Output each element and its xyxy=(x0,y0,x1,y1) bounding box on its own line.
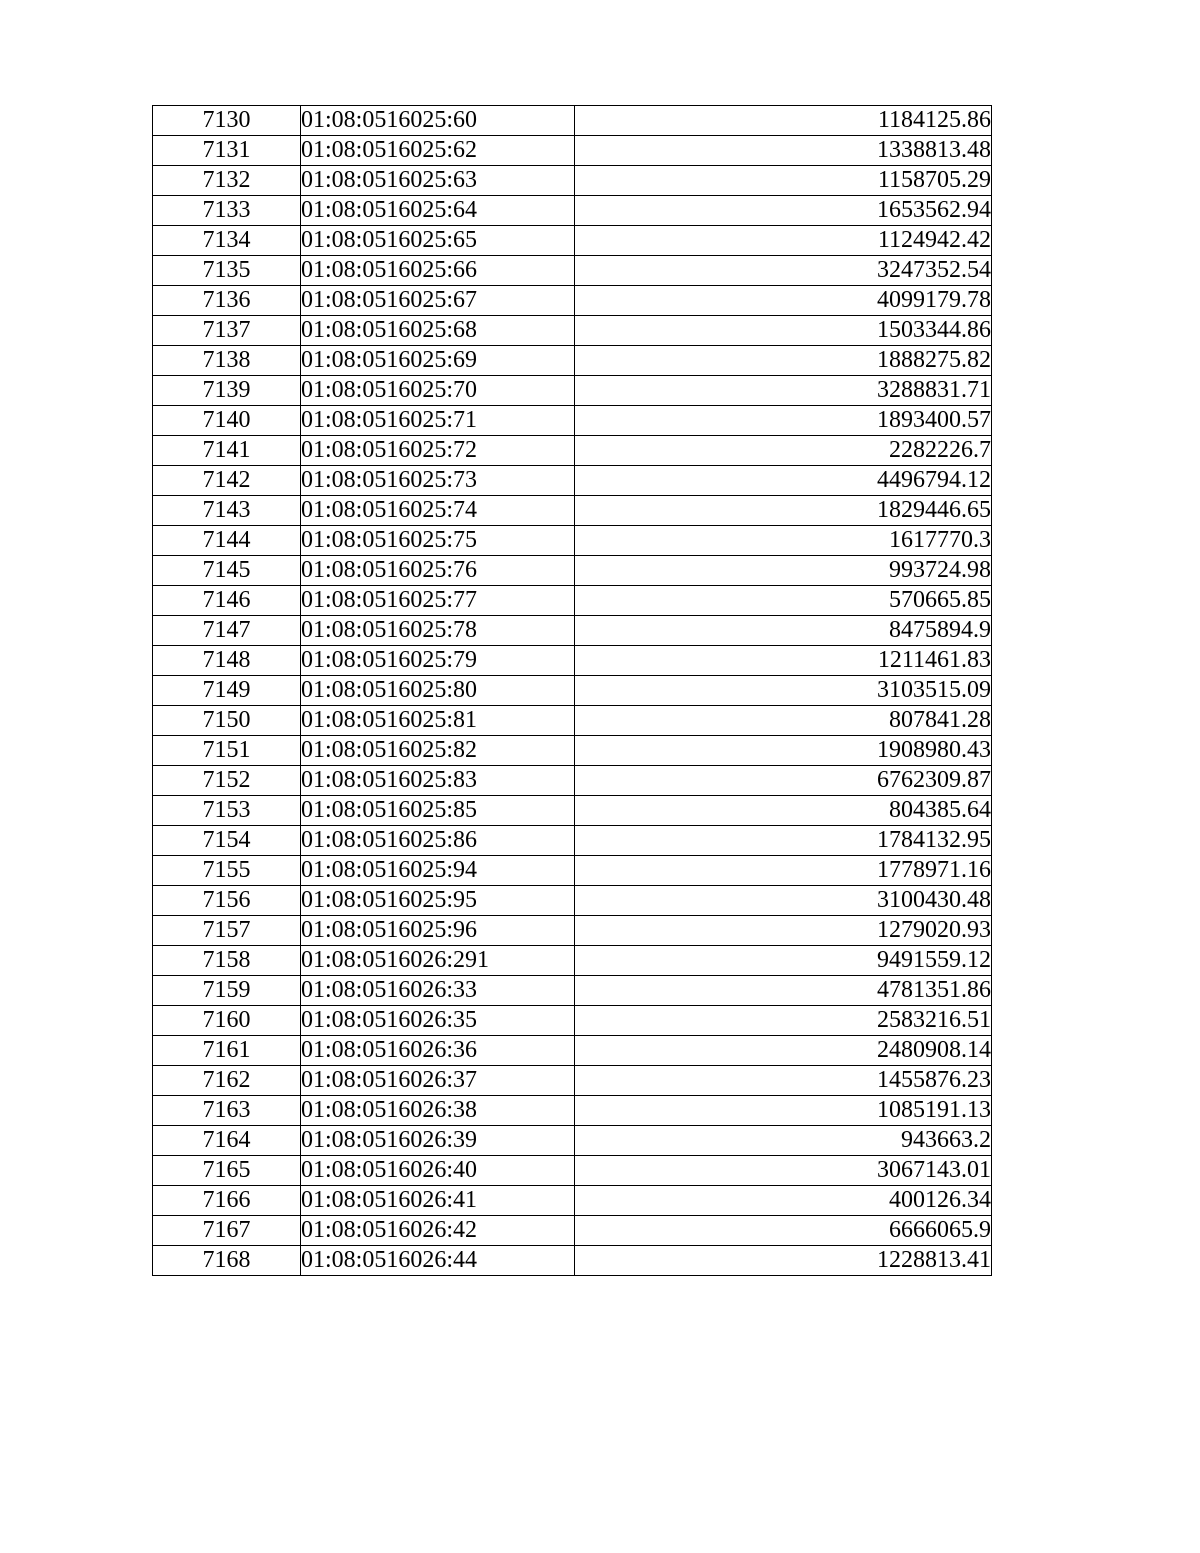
table-row xyxy=(153,976,992,1006)
cadastral-value-cell: 1617770.3 xyxy=(575,526,992,556)
cadastral-number-cell: 01:08:0516025:82 xyxy=(301,736,575,766)
row-number-cell: 7165 xyxy=(153,1156,301,1186)
row-number-cell: 7160 xyxy=(153,1006,301,1036)
cadastral-value-cell: 1653562.94 xyxy=(575,196,992,226)
row-number-cell: 7163 xyxy=(153,1096,301,1126)
cadastral-value-cell: 3247352.54 xyxy=(575,256,992,286)
cadastral-number-cell: 01:08:0516025:73 xyxy=(301,466,575,496)
table-row xyxy=(153,166,992,196)
cadastral-value-cell: 8475894.9 xyxy=(575,616,992,646)
table-row xyxy=(153,106,992,136)
row-number-cell: 7132 xyxy=(153,166,301,196)
row-number-cell: 7164 xyxy=(153,1126,301,1156)
cadastral-value-cell: 4099179.78 xyxy=(575,286,992,316)
row-number-cell: 7137 xyxy=(153,316,301,346)
row-number-cell: 7158 xyxy=(153,946,301,976)
row-number-cell: 7133 xyxy=(153,196,301,226)
cadastral-number-cell: 01:08:0516026:44 xyxy=(301,1246,575,1276)
table-row xyxy=(153,406,992,436)
cadastral-number-cell: 01:08:0516026:33 xyxy=(301,976,575,1006)
cadastral-number-cell: 01:08:0516025:80 xyxy=(301,676,575,706)
row-number-cell: 7131 xyxy=(153,136,301,166)
row-number-cell: 7161 xyxy=(153,1036,301,1066)
row-number-cell: 7168 xyxy=(153,1246,301,1276)
row-number-cell: 7150 xyxy=(153,706,301,736)
cadastral-value-cell: 2583216.51 xyxy=(575,1006,992,1036)
cadastral-value-cell: 400126.34 xyxy=(575,1186,992,1216)
cadastral-number-cell: 01:08:0516025:77 xyxy=(301,586,575,616)
table-row xyxy=(153,286,992,316)
row-number-cell: 7152 xyxy=(153,766,301,796)
cadastral-value-cell: 1228813.41 xyxy=(575,1246,992,1276)
cadastral-number-cell: 01:08:0516025:85 xyxy=(301,796,575,826)
row-number-cell: 7162 xyxy=(153,1066,301,1096)
table-row xyxy=(153,346,992,376)
row-number-cell: 7147 xyxy=(153,616,301,646)
cadastral-number-cell: 01:08:0516025:66 xyxy=(301,256,575,286)
cadastral-number-cell: 01:08:0516025:70 xyxy=(301,376,575,406)
cadastral-number-cell: 01:08:0516026:36 xyxy=(301,1036,575,1066)
row-number-cell: 7142 xyxy=(153,466,301,496)
cadastral-value-cell: 807841.28 xyxy=(575,706,992,736)
row-number-cell: 7151 xyxy=(153,736,301,766)
cadastral-number-cell: 01:08:0516026:42 xyxy=(301,1216,575,1246)
table-row xyxy=(153,1126,992,1156)
cadastral-number-cell: 01:08:0516025:68 xyxy=(301,316,575,346)
cadastral-value-cell: 9491559.12 xyxy=(575,946,992,976)
table-row xyxy=(153,646,992,676)
row-number-cell: 7159 xyxy=(153,976,301,1006)
table-row xyxy=(153,1066,992,1096)
row-number-cell: 7153 xyxy=(153,796,301,826)
cadastral-value-cell: 943663.2 xyxy=(575,1126,992,1156)
row-number-cell: 7156 xyxy=(153,886,301,916)
cadastral-value-cell: 1158705.29 xyxy=(575,166,992,196)
row-number-cell: 7136 xyxy=(153,286,301,316)
cadastral-value-cell: 1455876.23 xyxy=(575,1066,992,1096)
table-row xyxy=(153,436,992,466)
cadastral-number-cell: 01:08:0516025:67 xyxy=(301,286,575,316)
cadastral-number-cell: 01:08:0516025:81 xyxy=(301,706,575,736)
row-number-cell: 7140 xyxy=(153,406,301,436)
cadastral-value-cell: 3103515.09 xyxy=(575,676,992,706)
cadastral-value-cell: 1184125.86 xyxy=(575,106,992,136)
row-number-cell: 7145 xyxy=(153,556,301,586)
table-row xyxy=(153,706,992,736)
cadastral-value-cell: 1085191.13 xyxy=(575,1096,992,1126)
cadastral-value-cell: 1778971.16 xyxy=(575,856,992,886)
cadastral-value-cell: 804385.64 xyxy=(575,796,992,826)
cadastral-value-cell: 1784132.95 xyxy=(575,826,992,856)
cadastral-number-cell: 01:08:0516025:79 xyxy=(301,646,575,676)
cadastral-number-cell: 01:08:0516025:94 xyxy=(301,856,575,886)
cadastral-value-cell: 4496794.12 xyxy=(575,466,992,496)
cadastral-value-cell: 2480908.14 xyxy=(575,1036,992,1066)
table-row xyxy=(153,886,992,916)
cadastral-number-cell: 01:08:0516025:60 xyxy=(301,106,575,136)
cadastral-number-cell: 01:08:0516025:71 xyxy=(301,406,575,436)
cadastral-value-cell: 6666065.9 xyxy=(575,1216,992,1246)
cadastral-number-cell: 01:08:0516025:83 xyxy=(301,766,575,796)
table-row xyxy=(153,1216,992,1246)
table-row xyxy=(153,916,992,946)
cadastral-number-cell: 01:08:0516026:37 xyxy=(301,1066,575,1096)
row-number-cell: 7155 xyxy=(153,856,301,886)
table-row xyxy=(153,586,992,616)
cadastral-value-cell: 1503344.86 xyxy=(575,316,992,346)
cadastral-value-cell: 1888275.82 xyxy=(575,346,992,376)
table-row xyxy=(153,1246,992,1276)
table-row xyxy=(153,856,992,886)
table-row xyxy=(153,1096,992,1126)
table-row xyxy=(153,526,992,556)
table-row xyxy=(153,676,992,706)
cadastral-value-cell: 1893400.57 xyxy=(575,406,992,436)
row-number-cell: 7141 xyxy=(153,436,301,466)
table-row xyxy=(153,556,992,586)
cadastral-value-cell: 1279020.93 xyxy=(575,916,992,946)
cadastral-number-cell: 01:08:0516025:62 xyxy=(301,136,575,166)
table-row xyxy=(153,1156,992,1186)
cadastral-number-cell: 01:08:0516025:96 xyxy=(301,916,575,946)
cadastral-number-cell: 01:08:0516026:291 xyxy=(301,946,575,976)
cadastral-value-cell: 1908980.43 xyxy=(575,736,992,766)
cadastral-number-cell: 01:08:0516026:40 xyxy=(301,1156,575,1186)
table-row xyxy=(153,256,992,286)
cadastral-number-cell: 01:08:0516025:78 xyxy=(301,616,575,646)
row-number-cell: 7149 xyxy=(153,676,301,706)
cadastral-value-cell: 993724.98 xyxy=(575,556,992,586)
table-row xyxy=(153,796,992,826)
cadastral-number-cell: 01:08:0516025:76 xyxy=(301,556,575,586)
table-row xyxy=(153,496,992,526)
table-row xyxy=(153,1186,992,1216)
cadastral-number-cell: 01:08:0516025:72 xyxy=(301,436,575,466)
table-row xyxy=(153,736,992,766)
cadastral-value-cell: 570665.85 xyxy=(575,586,992,616)
cadastral-value-cell: 4781351.86 xyxy=(575,976,992,1006)
cadastral-number-cell: 01:08:0516026:39 xyxy=(301,1126,575,1156)
row-number-cell: 7138 xyxy=(153,346,301,376)
row-number-cell: 7144 xyxy=(153,526,301,556)
table-row xyxy=(153,196,992,226)
table-row xyxy=(153,316,992,346)
table-row xyxy=(153,1036,992,1066)
row-number-cell: 7154 xyxy=(153,826,301,856)
row-number-cell: 7146 xyxy=(153,586,301,616)
table-row xyxy=(153,226,992,256)
cadastral-value-table xyxy=(152,105,992,1276)
cadastral-number-cell: 01:08:0516025:95 xyxy=(301,886,575,916)
cadastral-number-cell: 01:08:0516025:86 xyxy=(301,826,575,856)
cadastral-value-cell: 3288831.71 xyxy=(575,376,992,406)
table-row xyxy=(153,826,992,856)
cadastral-number-cell: 01:08:0516025:69 xyxy=(301,346,575,376)
cadastral-value-cell: 1338813.48 xyxy=(575,136,992,166)
cadastral-number-cell: 01:08:0516025:64 xyxy=(301,196,575,226)
row-number-cell: 7130 xyxy=(153,106,301,136)
cadastral-value-cell: 1829446.65 xyxy=(575,496,992,526)
cadastral-number-cell: 01:08:0516025:74 xyxy=(301,496,575,526)
row-number-cell: 7166 xyxy=(153,1186,301,1216)
row-number-cell: 7139 xyxy=(153,376,301,406)
table-row xyxy=(153,616,992,646)
cadastral-number-cell: 01:08:0516025:75 xyxy=(301,526,575,556)
table-row xyxy=(153,766,992,796)
table-row xyxy=(153,466,992,496)
cadastral-number-cell: 01:08:0516025:65 xyxy=(301,226,575,256)
table-row xyxy=(153,136,992,166)
table-row xyxy=(153,376,992,406)
cadastral-value-cell: 3100430.48 xyxy=(575,886,992,916)
row-number-cell: 7135 xyxy=(153,256,301,286)
cadastral-number-cell: 01:08:0516025:63 xyxy=(301,166,575,196)
row-number-cell: 7157 xyxy=(153,916,301,946)
cadastral-value-cell: 2282226.7 xyxy=(575,436,992,466)
table-row xyxy=(153,946,992,976)
table-body xyxy=(153,106,992,1276)
row-number-cell: 7167 xyxy=(153,1216,301,1246)
cadastral-value-cell: 6762309.87 xyxy=(575,766,992,796)
cadastral-number-cell: 01:08:0516026:35 xyxy=(301,1006,575,1036)
row-number-cell: 7134 xyxy=(153,226,301,256)
cadastral-value-cell: 3067143.01 xyxy=(575,1156,992,1186)
table-row xyxy=(153,1006,992,1036)
cadastral-number-cell: 01:08:0516026:41 xyxy=(301,1186,575,1216)
cadastral-value-cell: 1124942.42 xyxy=(575,226,992,256)
cadastral-value-cell: 1211461.83 xyxy=(575,646,992,676)
row-number-cell: 7148 xyxy=(153,646,301,676)
cadastral-number-cell: 01:08:0516026:38 xyxy=(301,1096,575,1126)
row-number-cell: 7143 xyxy=(153,496,301,526)
